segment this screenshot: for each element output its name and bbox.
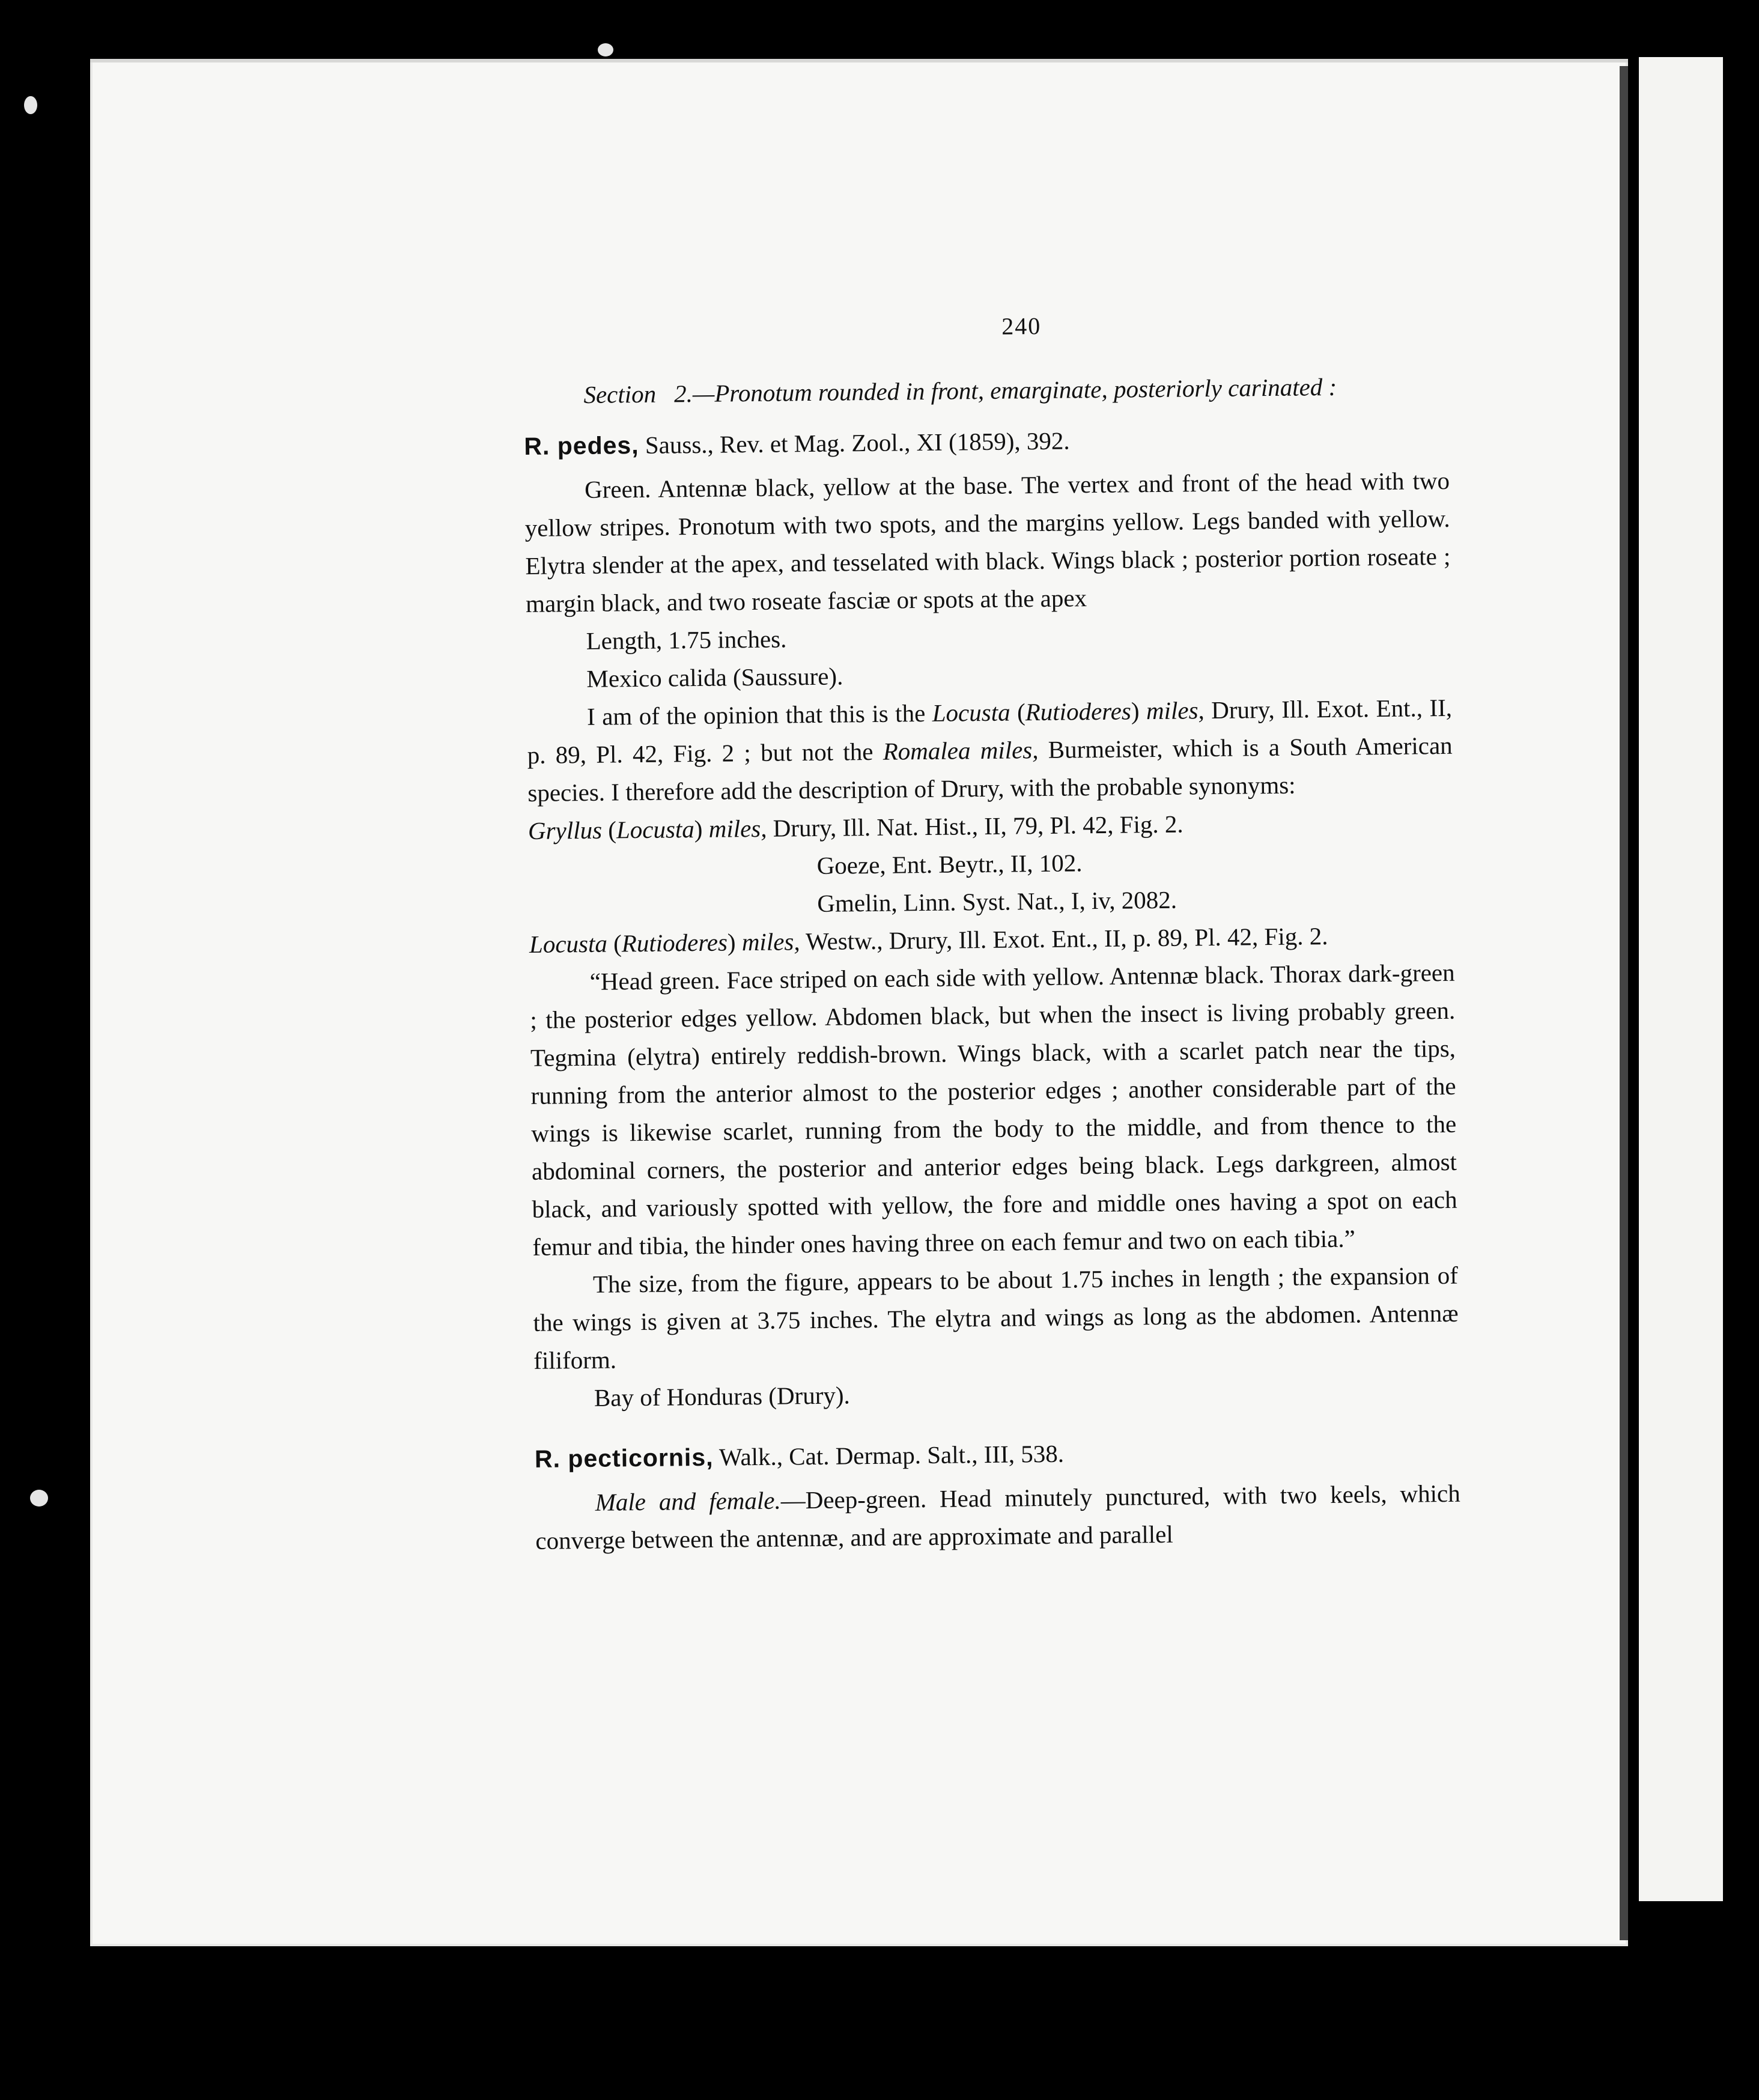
opinion-text: I am of the opinion that this is the (586, 699, 926, 730)
paren: ) (694, 815, 703, 843)
scan-speck (598, 43, 613, 56)
scan-speck (24, 96, 37, 114)
species-locality: Bay of Honduras (Drury). (594, 1381, 850, 1412)
species-description (535, 1475, 1460, 1560)
taxon-name: Rutioderes (621, 928, 728, 957)
synonym-line: Goeze, Ent. Beytr., II, 102. (816, 849, 1083, 879)
paren: ( (608, 816, 617, 844)
synonym-citation: Westw., Drury, Ill. Exot. Ent., II, p. 89, Pl. 42, Fig. 2. (805, 922, 1328, 956)
species-citation: Walk., Cat. Dermap. Salt., III, 538. (718, 1439, 1065, 1471)
taxon-name: Locusta (529, 929, 608, 958)
paren: ( (613, 929, 622, 957)
species-entry-pedes (524, 418, 1450, 466)
drury-quote: “Head green. Face striped on each side with yellow. Antennæ black. Thorax dark-green ; the posterior edges yellow. Abdomen black, but when the insect is living probably green. Tegmina (elytra) entirely reddish-brown. Wings black, with a scarlet patch near the tips, running from the anterior almost to the posterior edges ; another considerable part of the wings is likewise scarlet, running from the body to the middle, and from thence to the abdominal corners, the posterior and anterior edges being black. Legs darkgreen, almost black, and variously spotted with yellow, the fore and middle ones having a spot on each femur and tibia, the hinder ones having three on each femur and two on each tibia.” (530, 958, 1457, 1261)
species-name: R. pedes, (524, 431, 639, 460)
species-citation: Sauss., Rev. et Mag. Zool., XI (1859), 392. (645, 426, 1070, 459)
species-entry-pecticornis (535, 1431, 1460, 1478)
paren: ( (1016, 698, 1025, 726)
synonym-line: Gmelin, Linn. Syst. Nat., I, iv, 2082. (817, 885, 1177, 917)
synonym-citation: Drury, Ill. Nat. Hist., II, 79, Pl. 42, Fig. 2. (773, 810, 1183, 842)
section-text: 2.—Pronotum rounded in front, emarginate, posteriorly carinated : (673, 372, 1337, 408)
description-text: —Deep-green. Head minutely punctured, with two keels, which converge between the antennæ, and are approximate and parallel (535, 1479, 1460, 1555)
taxon-name: Rutioderes (1025, 697, 1132, 726)
taxon-name: Romalea miles, (883, 736, 1039, 765)
section-heading (583, 367, 1449, 414)
sex-label: Male and female. (595, 1486, 781, 1516)
taxon-name: Gryllus (527, 816, 603, 845)
taxon-name: miles, (1146, 696, 1205, 725)
opinion-text: Drury, Ill. Exot. Ent., II, p. 89, Pl. 42, Fig. 2 ; but not the (527, 693, 1453, 769)
taxon-name: Locusta (932, 698, 1010, 727)
paren: ) (1131, 697, 1140, 725)
facing-page-edge (1639, 57, 1723, 1901)
taxon-name: miles, (741, 927, 800, 956)
opinion-paragraph (527, 689, 1453, 812)
page-gutter-shadow (1620, 66, 1628, 1940)
taxon-name: miles, (708, 814, 767, 843)
species-length: Length, 1.75 inches. (586, 625, 787, 655)
page-top-edge (90, 59, 1628, 62)
species-description: Green. Antennæ black, yellow at the base. The vertex and front of the head with two yellow stripes. Pronotum with two spots, and the margins yellow. Legs banded with yellow. Elytra slender at the apex, and tesselated with black. Wings black ; posterior portion roseate ; margin black, and two roseate fasciæ or spots at the apex (524, 466, 1451, 618)
taxon-name: Locusta (616, 815, 695, 844)
page-number: 240 (1001, 312, 1042, 340)
scan-speck (30, 1490, 48, 1507)
page-text (523, 303, 1461, 1560)
size-paragraph: The size, from the figure, appears to be about 1.75 inches in length ; the expansion of the wings is given at 3.75 inches. The elytra and wings as long as the abdomen. Antennæ filiform. (533, 1261, 1459, 1374)
paren: ) (727, 928, 736, 956)
section-label: Section (583, 380, 657, 408)
species-locality: Mexico calida (Saussure). (586, 662, 843, 693)
opinion-text: Burmeister, which is a South American species. I therefore add the description of Drury, with the probable synonyms: (527, 731, 1453, 807)
species-name: R. pecticornis, (534, 1443, 714, 1473)
